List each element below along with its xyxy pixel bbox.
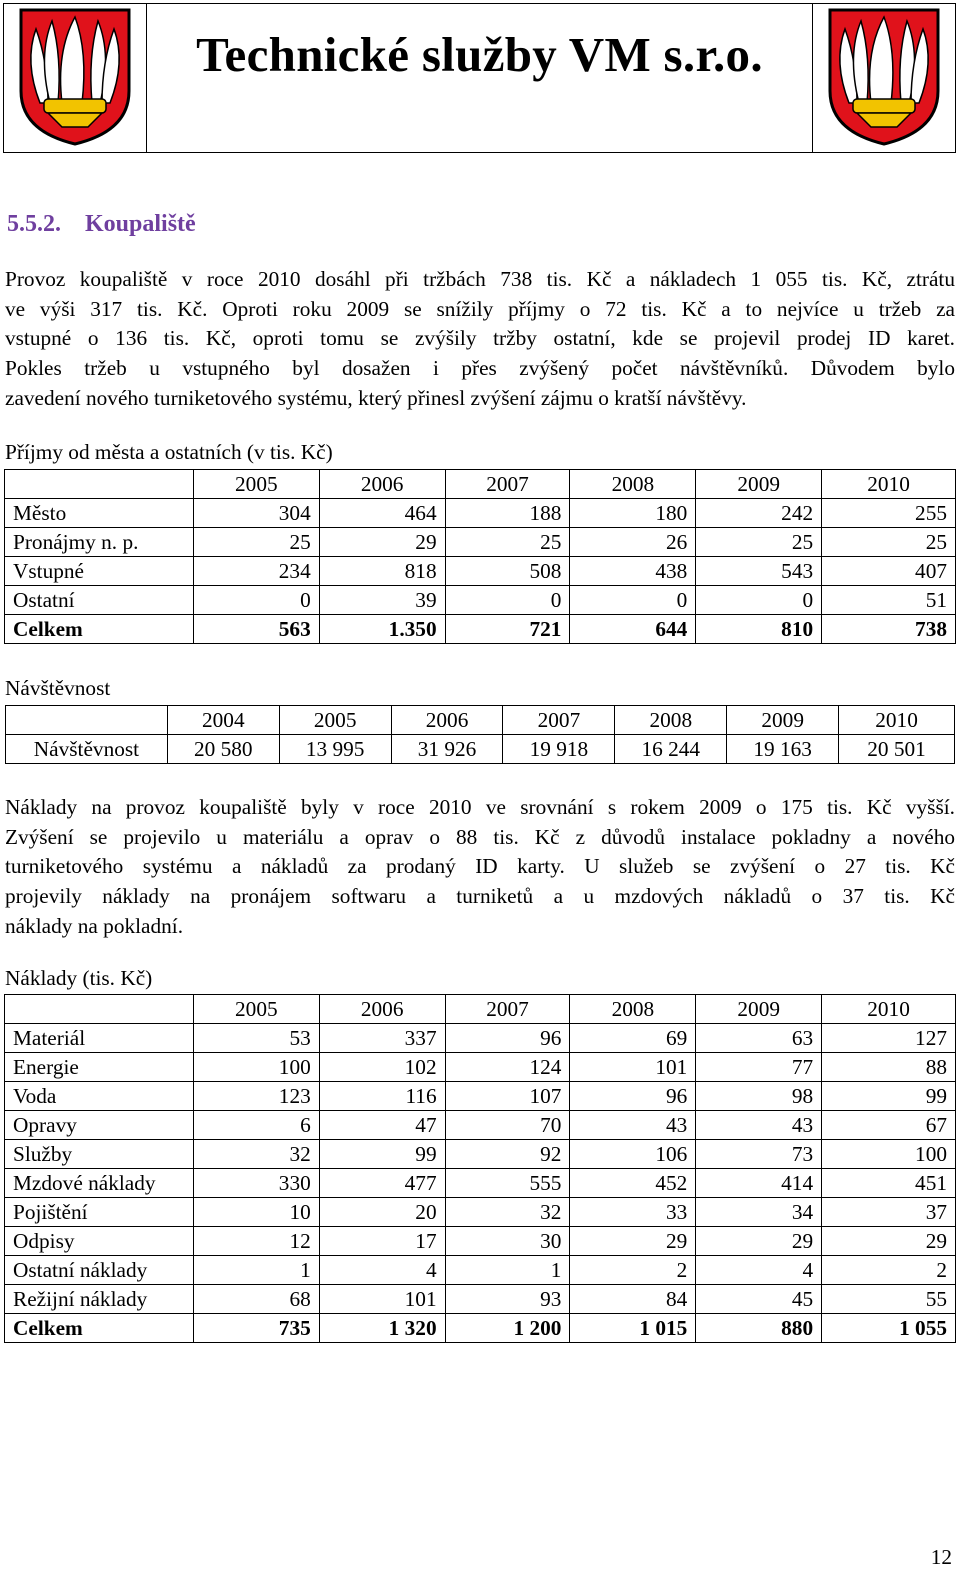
attendance-table [5,705,955,764]
paragraph-costs [5,793,955,942]
row-label: Město [5,499,194,528]
table-row [5,1111,956,1140]
table-row [6,735,955,764]
value-cell: 99 [822,1082,956,1111]
year-header: 2005 [193,995,319,1024]
value-cell: 45 [696,1285,822,1314]
year-header: 2005 [193,470,319,499]
value-cell: 234 [193,557,319,586]
row-label: Služby [5,1140,194,1169]
year-header: 2010 [822,995,956,1024]
value-cell: 26 [570,528,696,557]
row-label: Celkem [5,615,194,644]
year-header: 2005 [279,706,391,735]
table-header-row [6,706,955,735]
table-row [5,586,956,615]
row-label: Návštěvnost [6,735,168,764]
value-cell: 69 [570,1024,696,1053]
value-cell: 68 [193,1285,319,1314]
value-cell: 33 [570,1198,696,1227]
value-cell: 1 [445,1256,570,1285]
value-cell: 555 [445,1169,570,1198]
table-row [5,1285,956,1314]
value-cell: 53 [193,1024,319,1053]
value-cell: 63 [696,1024,822,1053]
document-header [3,3,956,153]
value-cell: 101 [319,1285,445,1314]
coat-of-arms-left [18,7,132,147]
value-cell: 20 501 [839,735,955,764]
value-cell: 10 [193,1198,319,1227]
row-label: Vstupné [5,557,194,586]
coat-of-arms-right [827,7,941,147]
year-header: 2009 [696,470,822,499]
company-title: Technické služby VM s.r.o. [196,27,763,82]
value-cell: 123 [193,1082,319,1111]
section-title: Koupaliště [85,211,196,237]
value-cell: 34 [696,1198,822,1227]
value-cell: 12 [193,1227,319,1256]
row-label: Opravy [5,1111,194,1140]
year-header: 2008 [570,995,696,1024]
section-number: 5.5.2. [7,211,61,237]
table-total-row [5,615,956,644]
table-header-row [5,995,956,1024]
value-cell: 47 [319,1111,445,1140]
row-label: Energie [5,1053,194,1082]
value-cell: 98 [696,1082,822,1111]
value-cell: 116 [319,1082,445,1111]
total-cell: 563 [193,615,319,644]
paragraph-line: náklady na pokladní. [5,913,184,938]
value-cell: 477 [319,1169,445,1198]
value-cell: 20 580 [167,735,279,764]
crest-box-left [4,4,147,152]
value-cell: 2 [570,1256,696,1285]
value-cell: 39 [319,586,445,615]
value-cell: 188 [445,499,570,528]
value-cell: 6 [193,1111,319,1140]
year-header: 2010 [839,706,955,735]
value-cell: 96 [570,1082,696,1111]
value-cell: 100 [193,1053,319,1082]
paragraph-revenue [5,265,955,414]
value-cell: 19 918 [503,735,615,764]
year-header: 2006 [391,706,503,735]
paragraph-line: Náklady na provoz koupaliště byly v roce 2010 ve srovnání s rokem 2009 o 175 tis. Kč vyšší. [5,795,955,819]
paragraph-line: Pokles tržeb u vstupného byl dosažen i přes zvýšený počet návštěvníků. Důvodem bylo [5,356,955,381]
value-cell: 84 [570,1285,696,1314]
value-cell: 180 [570,499,696,528]
year-header: 2007 [445,995,570,1024]
value-cell: 1 [193,1256,319,1285]
row-label: Voda [5,1082,194,1111]
value-cell: 51 [822,586,956,615]
value-cell: 414 [696,1169,822,1198]
paragraph-line: vstupné o 136 tis. Kč, oproti tomu se zvýšily tržby ostatní, kde se projevil prodej ID karet. [5,326,955,351]
value-cell: 55 [822,1285,956,1314]
value-cell: 255 [822,499,956,528]
year-header: 2004 [167,706,279,735]
total-cell: 738 [822,615,956,644]
value-cell: 19 163 [727,735,839,764]
total-cell: 721 [445,615,570,644]
value-cell: 0 [193,586,319,615]
table-row [5,1227,956,1256]
row-label: Materiál [5,1024,194,1053]
total-cell: 1 320 [319,1314,445,1343]
costs-table [4,994,956,1343]
total-cell: 1 200 [445,1314,570,1343]
paragraph-line: Provoz koupaliště v roce 2010 dosáhl při tržbách 738 tis. Kč a nákladech 1 055 tis. Kč, ztrátu [5,267,955,291]
row-label: Celkem [5,1314,194,1343]
year-header: 2008 [570,470,696,499]
costs-table-caption: Náklady (tis. Kč) [5,966,153,990]
value-cell: 30 [445,1227,570,1256]
row-label: Pronájmy n. p. [5,528,194,557]
total-cell: 880 [696,1314,822,1343]
table-row [5,1256,956,1285]
table-row [5,1169,956,1198]
total-cell: 644 [570,615,696,644]
row-label: Mzdové náklady [5,1169,194,1198]
year-header: 2007 [503,706,615,735]
value-cell: 67 [822,1111,956,1140]
row-label: Ostatní náklady [5,1256,194,1285]
total-cell: 735 [193,1314,319,1343]
value-cell: 37 [822,1198,956,1227]
row-label: Ostatní [5,586,194,615]
year-header: 2006 [319,470,445,499]
value-cell: 29 [696,1227,822,1256]
value-cell: 242 [696,499,822,528]
value-cell: 16 244 [615,735,727,764]
table-total-row [5,1314,956,1343]
value-cell: 543 [696,557,822,586]
income-table-caption: Příjmy od města a ostatních (v tis. Kč) [5,440,333,464]
value-cell: 25 [445,528,570,557]
value-cell: 127 [822,1024,956,1053]
total-cell: 1 055 [822,1314,956,1343]
paragraph-line: projevily náklady na pronájem softwaru a turniketů a u mzdových nákladů o 37 tis. Kč [5,884,955,909]
value-cell: 32 [445,1198,570,1227]
value-cell: 464 [319,499,445,528]
value-cell: 508 [445,557,570,586]
value-cell: 92 [445,1140,570,1169]
value-cell: 304 [193,499,319,528]
value-cell: 43 [696,1111,822,1140]
value-cell: 93 [445,1285,570,1314]
value-cell: 77 [696,1053,822,1082]
year-header: 2007 [445,470,570,499]
table-row [5,528,956,557]
value-cell: 451 [822,1169,956,1198]
value-cell: 29 [319,528,445,557]
value-cell: 17 [319,1227,445,1256]
header-cell-empty [5,470,194,499]
table-row [5,1053,956,1082]
table-row [5,1140,956,1169]
value-cell: 4 [696,1256,822,1285]
value-cell: 29 [822,1227,956,1256]
table-row [5,499,956,528]
value-cell: 101 [570,1053,696,1082]
row-label: Režijní náklady [5,1285,194,1314]
value-cell: 0 [696,586,822,615]
value-cell: 20 [319,1198,445,1227]
value-cell: 88 [822,1053,956,1082]
value-cell: 25 [696,528,822,557]
value-cell: 124 [445,1053,570,1082]
value-cell: 2 [822,1256,956,1285]
value-cell: 452 [570,1169,696,1198]
header-cell-empty [6,706,168,735]
section-heading [7,211,196,238]
table-row [5,1024,956,1053]
value-cell: 43 [570,1111,696,1140]
total-cell: 1.350 [319,615,445,644]
value-cell: 73 [696,1140,822,1169]
attendance-table-caption: Návštěvnost [5,676,111,700]
value-cell: 13 995 [279,735,391,764]
value-cell: 337 [319,1024,445,1053]
value-cell: 31 926 [391,735,503,764]
value-cell: 70 [445,1111,570,1140]
table-row [5,1082,956,1111]
paragraph-line: turniketového systému a nákladů za prodaný ID karty. U služeb se zvýšení o 27 tis. Kč [5,854,955,879]
row-label: Odpisy [5,1227,194,1256]
table-row [5,557,956,586]
value-cell: 100 [822,1140,956,1169]
value-cell: 29 [570,1227,696,1256]
total-cell: 1 015 [570,1314,696,1343]
value-cell: 102 [319,1053,445,1082]
value-cell: 25 [193,528,319,557]
page-number: 12 [930,1545,952,1569]
value-cell: 25 [822,528,956,557]
header-cell-empty [5,995,194,1024]
value-cell: 818 [319,557,445,586]
value-cell: 106 [570,1140,696,1169]
value-cell: 107 [445,1082,570,1111]
value-cell: 96 [445,1024,570,1053]
year-header: 2009 [727,706,839,735]
value-cell: 330 [193,1169,319,1198]
table-header-row [5,470,956,499]
value-cell: 0 [445,586,570,615]
value-cell: 0 [570,586,696,615]
year-header: 2010 [822,470,956,499]
income-table [4,469,956,644]
year-header: 2006 [319,995,445,1024]
value-cell: 32 [193,1140,319,1169]
paragraph-line: zavedení nového turniketového systému, který přinesl zvýšení zájmu o kratší návštěvy. [5,385,747,410]
value-cell: 438 [570,557,696,586]
value-cell: 99 [319,1140,445,1169]
paragraph-line: Zvýšení se projevilo u materiálu a oprav o 88 tis. Kč z důvodů instalace pokladny a nového [5,824,955,849]
year-header: 2009 [696,995,822,1024]
total-cell: 810 [696,615,822,644]
paragraph-line: ve výši 317 tis. Kč. Oproti roku 2009 se snížily příjmy o 72 tis. Kč a to nejvíce u tržeb za [5,296,955,321]
table-row [5,1198,956,1227]
row-label: Pojištění [5,1198,194,1227]
value-cell: 4 [319,1256,445,1285]
crest-box-right [812,4,955,152]
value-cell: 407 [822,557,956,586]
year-header: 2008 [615,706,727,735]
